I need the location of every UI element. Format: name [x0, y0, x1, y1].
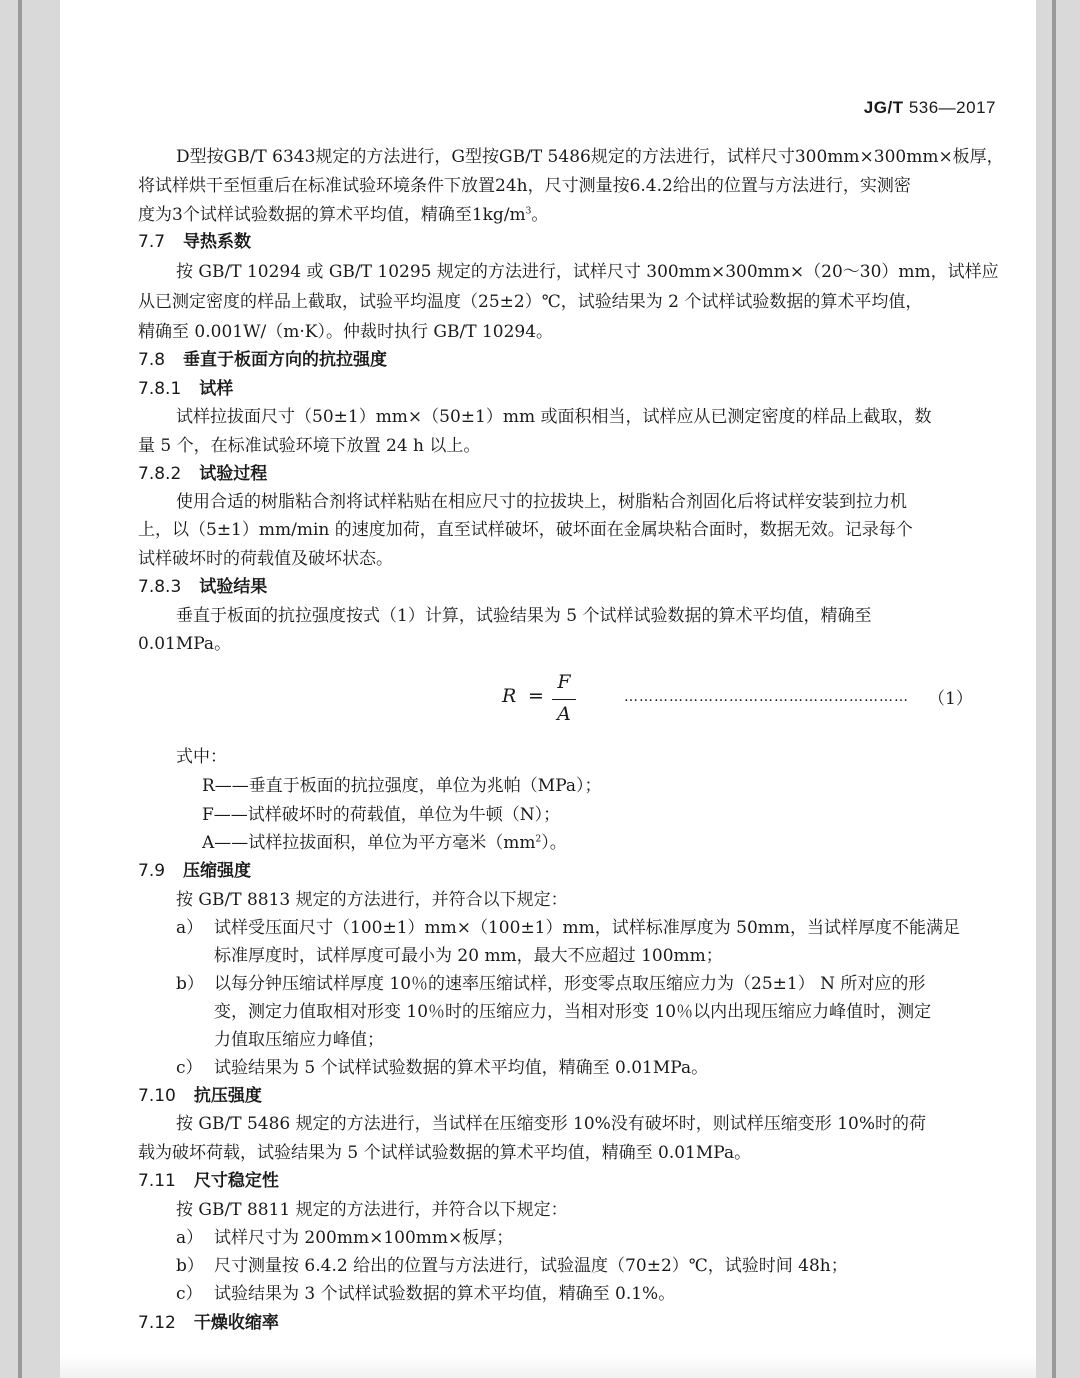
- paragraph-line: 量 5 个，在标准试验环境下放置 24 h 以上。: [138, 436, 481, 456]
- list-marker: a）: [176, 918, 204, 938]
- list-item-text: 标准厚度时，试样厚度可最小为 20 mm，最大不应超过 100mm；: [214, 946, 723, 966]
- right-page-edge: [1036, 0, 1080, 1378]
- paragraph-line: 按 GB/T 10294 或 GB/T 10295 规定的方法进行，试样尺寸 300mm×300mm×（20～30）mm，试样应: [176, 262, 999, 282]
- section-heading-7-8-1: [138, 377, 233, 401]
- section-title: 尺寸稳定性: [193, 1171, 279, 1191]
- list-item-text: 试样受压面尺寸（100±1）mm×（100±1）mm，试样标准厚度为 50mm，当试样厚度不能满足: [214, 918, 961, 938]
- section-number: 7.9: [138, 861, 166, 881]
- definition-f: F——试样破坏时的荷载值，单位为牛顿（N）；: [202, 805, 561, 825]
- section-heading-7-8: [138, 348, 387, 372]
- fraction-bar: [552, 699, 576, 700]
- definition-r: R——垂直于板面的抗拉强度，单位为兆帕（MPa）；: [202, 776, 602, 796]
- paragraph-line: 精确至 0.001W/（m·K）。仲裁时执行 GB/T 10294。: [138, 322, 554, 342]
- formula-leader-dots: …………………………………………………: [624, 689, 909, 705]
- text-span: A——试样拉拔面积，单位为平方毫米（mm: [202, 833, 536, 853]
- definition-a: [202, 831, 567, 855]
- section-number: 7.8.2: [138, 464, 182, 484]
- list-item-text: 试验结果为 5 个试样试验数据的算术平均值，精确至 0.01MPa。: [214, 1058, 709, 1078]
- section-heading-7-8-3: [138, 575, 267, 599]
- section-number: 7.12: [138, 1313, 176, 1333]
- formula-number: （1）: [928, 689, 973, 709]
- paragraph-line: 试样破坏时的荷载值及破坏状态。: [138, 549, 393, 569]
- section-title: 垂直于板面方向的抗拉强度: [183, 350, 388, 370]
- paragraph-line: 按 GB/T 8811 规定的方法进行，并符合以下规定：: [176, 1200, 568, 1220]
- list-marker: a）: [176, 1228, 204, 1248]
- section-heading-7-10: [138, 1084, 262, 1108]
- section-title: 试样: [199, 379, 234, 399]
- section-number: 7.8.3: [138, 577, 182, 597]
- section-title: 试验结果: [199, 577, 268, 597]
- paragraph-line: 从已测定密度的样品上截取，试验平均温度（25±2）℃，试验结果为 2 个试样试验数据的算术平均值，: [138, 292, 923, 312]
- list-marker: c）: [176, 1058, 203, 1078]
- formula-denominator: A: [557, 703, 571, 725]
- superscript: 3: [525, 206, 532, 217]
- section-title: 试验过程: [199, 464, 268, 484]
- superscript: 2: [535, 834, 542, 845]
- page-header-standard-code: [864, 98, 996, 118]
- paragraph-line: 将试样烘干至恒重后在标准试验环境条件下放置24h，尺寸测量按6.4.2给出的位置与方法进行，实测密: [138, 176, 911, 196]
- paragraph-line: 试样拉拔面尺寸（50±1）mm×（50±1）mm 或面积相当，试样应从已测定密度的样品上截取，数: [176, 407, 932, 427]
- section-heading-7-7: [138, 230, 251, 254]
- section-number: 7.10: [138, 1086, 176, 1106]
- text-span: 度为3个试样试验数据的算术平均值，精确至1kg/m: [138, 205, 526, 225]
- list-item-text: 变，测定力值取相对形变 10％时的压缩应力，当相对形变 10％以内出现压缩应力峰值时，测定: [214, 1002, 932, 1022]
- paragraph-line: 按 GB/T 8813 规定的方法进行，并符合以下规定：: [176, 890, 568, 910]
- standard-number: 536—2017: [908, 98, 996, 117]
- section-title: 导热系数: [183, 232, 252, 252]
- section-number: 7.7: [138, 232, 166, 252]
- list-item-text: 力值取压缩应力峰值；: [214, 1030, 384, 1050]
- text-span: ）。: [541, 833, 567, 853]
- list-item-text: 以每分钟压缩试样厚度 10％的速率压缩试样，形变零点取压缩应力为（25±1） N 所对应的形: [214, 974, 926, 994]
- section-title: 干燥收缩率: [193, 1313, 279, 1333]
- section-title: 压缩强度: [183, 861, 252, 881]
- list-item-text: 试验结果为 3 个试样试验数据的算术平均值，精确至 0.1%。: [214, 1284, 676, 1304]
- section-number: 7.8: [138, 350, 166, 370]
- where-label: 式中：: [176, 747, 227, 767]
- section-heading-7-9: [138, 859, 251, 883]
- formula-numerator: F: [557, 671, 571, 693]
- section-heading-7-11: [138, 1169, 279, 1193]
- section-heading-7-12: [138, 1311, 279, 1335]
- left-page-edge: [0, 0, 60, 1378]
- list-item-text: 试样尺寸为 200mm×100mm×板厚；: [214, 1228, 514, 1248]
- text-span: 。: [531, 205, 549, 225]
- paragraph-line: [138, 203, 548, 227]
- section-number: 7.11: [138, 1171, 176, 1191]
- paragraph-line: 0.01MPa。: [138, 634, 232, 654]
- list-marker: b）: [176, 1256, 204, 1276]
- formula-equals: =: [528, 685, 544, 707]
- paragraph-line: D型按GB/T 6343规定的方法进行，G型按GB/T 5486规定的方法进行，试样尺寸300mm×300mm×板厚，: [176, 147, 1004, 167]
- section-number: 7.8.1: [138, 379, 182, 399]
- list-marker: c）: [176, 1284, 203, 1304]
- paragraph-line: 垂直于板面的抗拉强度按式（1）计算，试验结果为 5 个试样试验数据的算术平均值，精确至: [176, 606, 872, 626]
- document-page: [60, 0, 1036, 1378]
- section-heading-7-8-2: [138, 462, 267, 486]
- paragraph-line: 上，以（5±1）mm/min 的速度加荷，直至试样破坏，破坏面在金属块粘合面时，数据无效。记录每个: [138, 520, 913, 540]
- standard-code: JG/T: [863, 98, 904, 117]
- paragraph-line: 使用合适的树脂粘合剂将试样粘贴在相应尺寸的拉拔块上，树脂粘合剂固化后将试样安装到拉力机: [176, 492, 907, 512]
- section-title: 抗压强度: [193, 1086, 262, 1106]
- paragraph-line: 载为破坏荷载，试验结果为 5 个试样试验数据的算术平均值，精确至 0.01MPa。: [138, 1143, 752, 1163]
- list-item-text: 尺寸测量按 6.4.2 给出的位置与方法进行，试验温度（70±2）℃，试验时间 48h；: [214, 1256, 848, 1276]
- paragraph-line: 按 GB/T 5486 规定的方法进行，当试样在压缩变形 10%没有破坏时，则试样压缩变形 10%时的荷: [176, 1114, 926, 1134]
- list-marker: b）: [176, 974, 204, 994]
- page-bottom-fade: [60, 1356, 1036, 1378]
- formula-lhs: R: [502, 685, 517, 707]
